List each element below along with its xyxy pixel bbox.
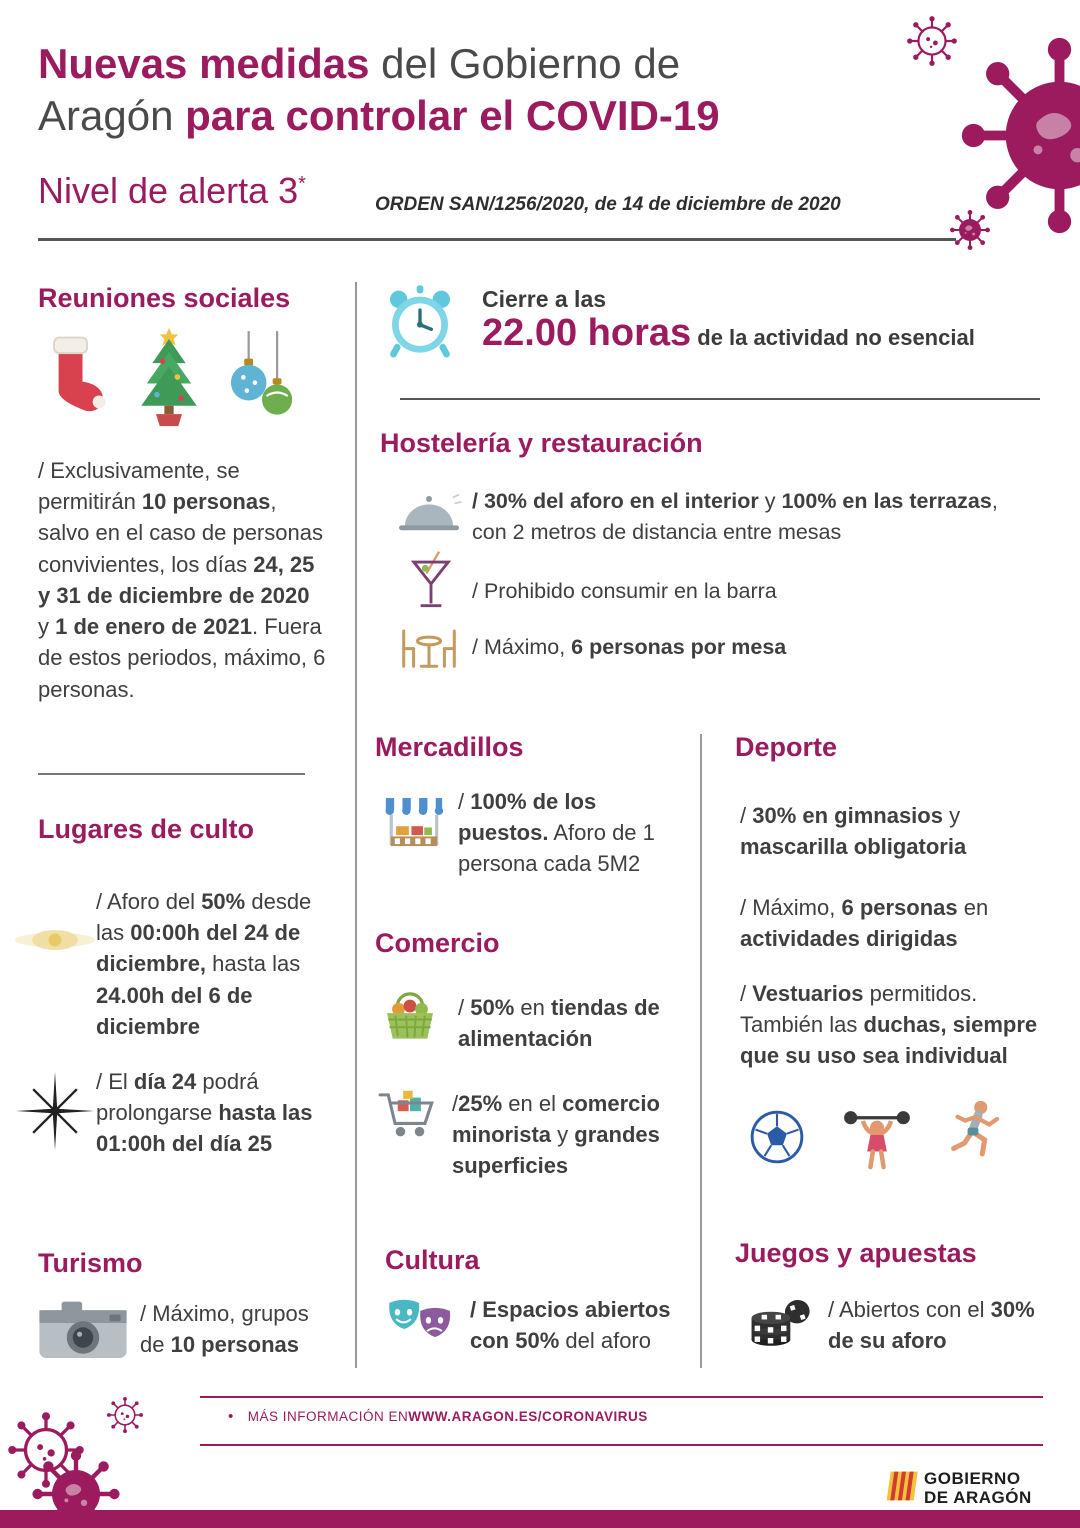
culto-item-2: / El día 24 podrá prolongarse hasta las 01:00h del día 25 — [96, 1069, 313, 1157]
virus-small-icon — [948, 208, 992, 252]
sparkle-star-icon — [16, 1072, 94, 1150]
weightlifter-icon — [840, 1098, 914, 1172]
logo-line1: GOBIERNO — [924, 1469, 1021, 1488]
hosteleria-item-3: / Máximo, 6 personas por mesa — [472, 635, 787, 659]
section-title-hosteleria: Hostelería y restauración — [380, 428, 703, 458]
header-divider — [38, 238, 956, 241]
hosteleria-item-2: / Prohibido consumir en la barra — [472, 579, 777, 603]
vertical-divider-left — [355, 282, 357, 1368]
closing-label: Cierre a las — [482, 286, 607, 312]
comercio-item-2: /25% en el comercio minorista y grandes superficies — [452, 1091, 660, 1179]
market-stall-icon — [382, 794, 446, 852]
footer-info-text: MÁS INFORMACIÓN EN — [247, 1409, 409, 1424]
glow-icon — [12, 918, 98, 962]
alarm-clock-icon — [380, 282, 460, 362]
cloche-icon — [396, 490, 462, 538]
soccer-ball-icon — [748, 1108, 806, 1166]
table-chairs-icon — [396, 622, 462, 672]
footer-divider-top — [200, 1396, 1043, 1398]
theater-masks-icon — [384, 1296, 458, 1350]
runner-icon — [942, 1094, 1004, 1172]
food-basket-icon — [378, 986, 442, 1044]
footer-info — [228, 1408, 648, 1425]
divider — [400, 398, 1040, 400]
section-title-cultura: Cultura — [385, 1245, 480, 1275]
section-title-comercio: Comercio — [375, 928, 500, 958]
turismo-item-1: / Máximo, grupos de 10 personas — [140, 1301, 309, 1358]
page-title-line1: Nuevas medidas del Gobierno de — [38, 40, 681, 87]
logo-line2: DE ARAGÓN — [924, 1487, 1032, 1507]
page-title-line2: Aragón para controlar el COVID-19 — [38, 91, 720, 139]
alert-level — [38, 170, 306, 212]
closing-suffix: de la actividad no esencial — [691, 325, 975, 350]
section-title-mercadillos: Mercadillos — [375, 732, 524, 762]
alert-asterisk: * — [298, 173, 306, 195]
section-title-juegos: Juegos y apuestas — [735, 1238, 977, 1268]
mercadillos-item-1: / 100% de los puestos. Aforo de 1 persona cada 5M2 — [458, 789, 655, 877]
deporte-item-2: / Máximo, 6 personas en actividades dirigidas — [740, 895, 989, 952]
closing-time-line — [482, 312, 975, 355]
christmas-tree-icon — [126, 326, 212, 428]
section-title-turismo: Turismo — [38, 1248, 143, 1278]
aragon-flag-icon — [884, 1468, 920, 1504]
order-reference: ORDEN SAN/1256/2020, de 14 de diciembre de 2020 — [375, 194, 841, 215]
vertical-divider-right — [700, 734, 702, 1368]
reuniones-body: / Exclusivamente, se permitirán 10 personas, salvo en el caso de personas convivientes, los días 24, 25 y 31 de diciembre de 2020 y 1 de enero de 2021. Fuera de estos periodos, máximo, 6 personas. — [38, 458, 326, 702]
section-title-culto: Lugares de culto — [38, 814, 255, 844]
hosteleria-item-1: / 30% del aforo en el interior y 100% en las terrazas, con 2 metros de distancia entre mesas — [472, 489, 998, 544]
deporte-item-1: / 30% en gimnasios y mascarilla obligatoria — [740, 803, 967, 860]
section-title-reuniones: Reuniones sociales — [38, 283, 291, 313]
juegos-item-1: / Abiertos con el 30% de su aforo — [828, 1297, 1035, 1354]
divider — [38, 773, 305, 775]
camera-icon — [36, 1294, 130, 1364]
footer-bullet: • — [228, 1408, 234, 1425]
deporte-item-3: / Vestuarios permitidos. También las duchas, siempre que su uso sea individual — [740, 981, 1038, 1069]
closing-time: 22.00 horas — [482, 312, 692, 354]
gobierno-aragon-logo — [924, 1470, 1032, 1507]
footer-divider-bottom — [200, 1444, 1043, 1446]
cultura-item-1: / Espacios abiertos con 50% del aforo — [470, 1297, 671, 1354]
christmas-stocking-icon — [40, 332, 114, 424]
bottom-accent-bar — [0, 1510, 1080, 1528]
culto-item-1: / Aforo del 50% desde las 00:00h del 24 de diciembre, hasta las 24.00h del 6 de diciembre — [96, 889, 312, 1039]
page-title — [38, 38, 898, 141]
baubles-icon — [222, 330, 302, 430]
comercio-item-1: / 50% en tiendas de alimentación — [458, 995, 660, 1052]
virus-outline-small-icon — [104, 1394, 146, 1436]
shopping-cart-icon — [376, 1086, 444, 1152]
poker-chips-icon — [746, 1290, 816, 1352]
cocktail-icon — [408, 545, 454, 617]
section-title-deporte: Deporte — [735, 732, 838, 762]
alert-level-text: Nivel de alerta 3 — [38, 170, 299, 211]
coronavirus-link[interactable]: WWW.ARAGON.ES/CORONAVIRUS — [408, 1409, 648, 1424]
